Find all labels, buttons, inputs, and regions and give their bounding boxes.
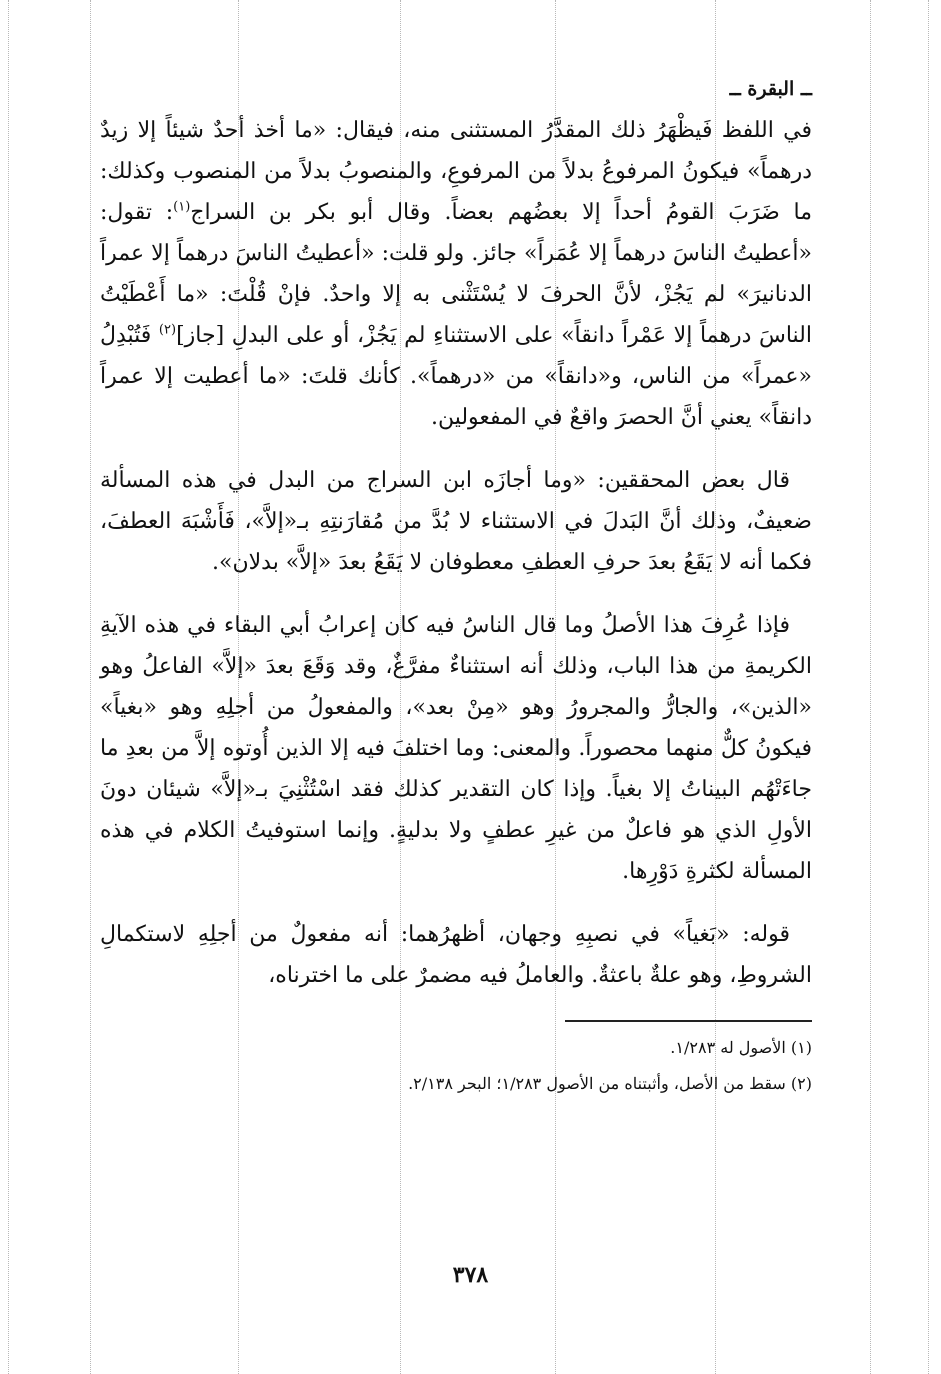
paragraph-text: قوله: «بَغياً» في نصبِهِ وجهان، أظهرُهما: أنه مفعولٌ من أجلِهِ لاستكمالِ الشروطِ، وهو علةٌ باعثةٌ. والعاملُ فيه مضمرٌ على ما اخترناه، [100, 922, 812, 988]
paragraph-text: في اللفظ فَيظْهَرُ ذلك المقدَّرُ المستثنى منه، فيقال: «ما أخذ أحدٌ شيئاً إلا زيدٌ درهماً» فيكونُ المرفوعُ بدلاً من المرفوعِ، والمنصوبُ بدلاً من المنصوب وكذلك: ما ضَرَبَ القومُ أحداً إلا بعضُهم بعضاً. وقال أبو بكر بن السراج [100, 118, 812, 225]
paragraph-text: قال بعض المحققين: «وما أجازَه ابن السراج من البدل في هذه المسألة ضعيفٌ، وذلك أنَّ البَدلَ في الاستثناء لا بُدَّ من مُقارَنتِهِ بـ«إلاَّ»، فَأَشْبَهَ العطفَ، فكما أنه لا يَقَعُ بعدَ حرفِ العطفِ معطوفان لا يَقَعُ بعدَ «إلاَّ» بدلان». [100, 468, 812, 575]
paragraph-text: فَتُبْدِلُ «عمراً» من الناس، و«دانقاً» من «درهماً». كأنك قلتَ: «ما أعطيت إلا عمراً دانقاً» يعني أنَّ الحصرَ واقعٌ في المفعولين. [100, 323, 812, 430]
footnote-ref-1[interactable]: (١) [173, 199, 191, 215]
footnote-2: (٢) سقط من الأصل، وأثبتناه من الأصول ١/٢٨٣؛ البحر ٢/١٣٨. [408, 1074, 812, 1093]
running-header: ــ البقرة ــ [729, 78, 812, 100]
footnote-ref-2[interactable]: (٢) [158, 322, 177, 338]
footnote-divider [565, 1020, 812, 1022]
paragraph-1 [100, 110, 812, 438]
footnotes [100, 1030, 812, 1102]
scan-guide-line [870, 0, 871, 1374]
footnote-1: (١) الأصول له ١/٢٨٣. [670, 1038, 812, 1057]
page-number: ٣٧٨ [452, 1262, 489, 1288]
paragraph-2 [100, 460, 812, 583]
book-page [100, 74, 812, 1102]
paragraph-text: : تقول: «أعطيتُ الناسَ درهماً إلا عُمَراً» جائز. ولو قلت: «أعطيتُ الناسَ درهماً إلا عمراً الدنانيرَ» لم يَجُزْ، لأنَّ الحرفَ لا يُسْتَثْنى به إلا واحدٌ. فإنْ قُلْتَ: «ما أَعْطَيْتُ الناسَ درهماً إلا عَمْراً دانقاً» على الاستثناءِ لم يَجُزْ، أو على البدلِ [جاز] [100, 200, 812, 348]
paragraph-3 [100, 605, 812, 892]
scan-guide-line [928, 0, 929, 1374]
paragraph-4 [100, 914, 812, 996]
scan-guide-line [90, 0, 91, 1374]
scan-guide-line [8, 0, 9, 1374]
paragraph-text: فإذا عُرِفَ هذا الأصلُ وما قال الناسُ فيه كان إعرابُ أبي البقاء في هذه الآيةِ الكريمةِ من هذا الباب، وذلك أنه استثناءٌ مفرَّغٌ، وقد وَقَعَ بعدَ «إلاَّ» الفاعلُ وهو «الذين»، والجارُّ والمجرورُ وهو «مِنْ بعد»، والمفعولُ من أجلِهِ وهو «بغياً» فيكونُ كلٌّ منهما محصوراً. والمعنى: وما اختلفَ فيه إلا الذين أُوتوه إلاَّ من بعدِ ما جاءَتْهُم البيناتُ إلا بغياً. وإذا كان التقدير كذلك فقد اسْتُثْنِيَ بـ«إلاَّ» شيئان دونَ الأولِ الذي هو فاعلٌ من غيرِ عطفٍ ولا بدليةٍ. وإنما استوفيتُ الكلام في هذه المسألة لكثرةِ دَوْرِها. [100, 613, 812, 884]
